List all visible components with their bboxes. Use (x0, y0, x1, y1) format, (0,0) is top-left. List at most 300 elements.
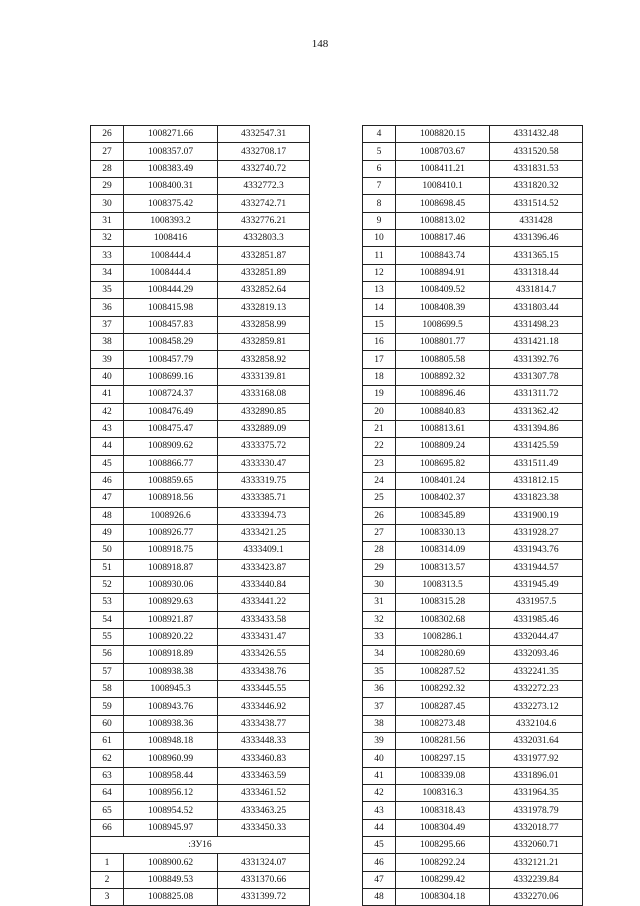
y-coordinate: 4332852.64 (218, 282, 310, 299)
table-row (91, 247, 310, 264)
y-coordinate: 4332819.13 (218, 299, 310, 316)
x-coordinate: 1008825.08 (124, 889, 218, 906)
table-row (91, 143, 310, 160)
page-number: 148 (311, 38, 329, 50)
point-number: 28 (91, 160, 124, 177)
table-row (91, 334, 310, 351)
y-coordinate: 4333139.81 (218, 368, 310, 385)
y-coordinate: 4333450.33 (218, 819, 310, 836)
table-row (363, 507, 583, 524)
point-number: 36 (363, 681, 396, 698)
y-coordinate: 4332239.84 (490, 871, 583, 888)
y-coordinate: 4332890.85 (218, 403, 310, 420)
y-coordinate: 4332740.72 (218, 160, 310, 177)
point-number: 30 (91, 195, 124, 212)
table-row (363, 316, 583, 333)
point-number: 31 (91, 212, 124, 229)
point-number: 37 (91, 316, 124, 333)
y-coordinate: 4331307.78 (490, 368, 583, 385)
x-coordinate: 1008918.87 (124, 559, 218, 576)
table-row (363, 368, 583, 385)
y-coordinate: 4331399.72 (218, 889, 310, 906)
table-row (91, 507, 310, 524)
table-row (363, 403, 583, 420)
x-coordinate: 1008410.1 (396, 178, 490, 195)
x-coordinate: 1008287.45 (396, 698, 490, 715)
table-row (91, 767, 310, 784)
table-row (363, 542, 583, 559)
x-coordinate: 1008945.3 (124, 681, 218, 698)
point-number: 36 (91, 299, 124, 316)
table-row (91, 681, 310, 698)
x-coordinate: 1008444.29 (124, 282, 218, 299)
x-coordinate: 1008805.58 (396, 351, 490, 368)
x-coordinate: 1008960.99 (124, 750, 218, 767)
point-number: 46 (363, 854, 396, 871)
table-row (91, 559, 310, 576)
point-number: 32 (91, 230, 124, 247)
y-coordinate: 4332858.92 (218, 351, 310, 368)
x-coordinate: 1008929.63 (124, 594, 218, 611)
coordinates-table-left (90, 125, 310, 906)
x-coordinate: 1008271.66 (124, 126, 218, 143)
table-row (91, 230, 310, 247)
x-coordinate: 1008926.77 (124, 524, 218, 541)
x-coordinate: 1008400.31 (124, 178, 218, 195)
x-coordinate: 1008415.98 (124, 299, 218, 316)
table-row (363, 420, 583, 437)
y-coordinate: 4332241.35 (490, 663, 583, 680)
x-coordinate: 1008866.77 (124, 455, 218, 472)
point-number: 34 (363, 646, 396, 663)
y-coordinate: 4332044.47 (490, 628, 583, 645)
point-number: 29 (91, 178, 124, 195)
x-coordinate: 1008313.57 (396, 559, 490, 576)
x-coordinate: 1008292.24 (396, 854, 490, 871)
y-coordinate: 4333460.83 (218, 750, 310, 767)
table-row (363, 767, 583, 784)
point-number: 24 (363, 472, 396, 489)
y-coordinate: 4331318.44 (490, 264, 583, 281)
table-row (91, 819, 310, 836)
table-row (91, 455, 310, 472)
x-coordinate: 1008801.77 (396, 334, 490, 351)
table-row (91, 403, 310, 420)
point-number: 14 (363, 299, 396, 316)
y-coordinate: 4333421.25 (218, 524, 310, 541)
y-coordinate: 4331511.49 (490, 455, 583, 472)
point-number: 62 (91, 750, 124, 767)
y-coordinate: 4331365.15 (490, 247, 583, 264)
table-row (91, 299, 310, 316)
point-number: 9 (363, 212, 396, 229)
y-coordinate: 4333461.52 (218, 785, 310, 802)
table-row (91, 264, 310, 281)
y-coordinate: 4332547.31 (218, 126, 310, 143)
table-row (363, 455, 583, 472)
table-row (363, 854, 583, 871)
y-coordinate: 4333441.22 (218, 594, 310, 611)
table-row (363, 143, 583, 160)
point-number: 32 (363, 611, 396, 628)
x-coordinate: 1008813.61 (396, 420, 490, 437)
table-row (363, 646, 583, 663)
table-row (91, 594, 310, 611)
table-row (91, 889, 310, 906)
y-coordinate: 4333463.59 (218, 767, 310, 784)
table-row (363, 490, 583, 507)
y-coordinate: 4331814.7 (490, 282, 583, 299)
table-row (363, 628, 583, 645)
point-number: 60 (91, 715, 124, 732)
x-coordinate: 1008820.15 (396, 126, 490, 143)
y-coordinate: 4332060.71 (490, 837, 583, 854)
x-coordinate: 1008313.5 (396, 576, 490, 593)
table-row (363, 837, 583, 854)
x-coordinate: 1008299.42 (396, 871, 490, 888)
table-row (363, 126, 583, 143)
y-coordinate: 4332121.21 (490, 854, 583, 871)
point-number: 11 (363, 247, 396, 264)
x-coordinate: 1008921.87 (124, 611, 218, 628)
table-row (91, 524, 310, 541)
x-coordinate: 1008938.36 (124, 715, 218, 732)
point-number: 27 (91, 143, 124, 160)
point-number: 35 (91, 282, 124, 299)
table-row (363, 386, 583, 403)
x-coordinate: 1008813.02 (396, 212, 490, 229)
x-coordinate: 1008475.47 (124, 420, 218, 437)
table-row (91, 160, 310, 177)
x-coordinate: 1008375.42 (124, 195, 218, 212)
table-row (91, 195, 310, 212)
y-coordinate: 4331432.48 (490, 126, 583, 143)
y-coordinate: 4333426.55 (218, 646, 310, 663)
point-number: 40 (363, 750, 396, 767)
table-row (91, 316, 310, 333)
point-number: 53 (91, 594, 124, 611)
x-coordinate: 1008357.07 (124, 143, 218, 160)
x-coordinate: 1008954.52 (124, 802, 218, 819)
x-coordinate: 1008457.79 (124, 351, 218, 368)
x-coordinate: 1008956.12 (124, 785, 218, 802)
point-number: 20 (363, 403, 396, 420)
x-coordinate: 1008292.32 (396, 681, 490, 698)
point-number: 8 (363, 195, 396, 212)
table-row (91, 576, 310, 593)
point-number: 26 (363, 507, 396, 524)
y-coordinate: 4332742.71 (218, 195, 310, 212)
x-coordinate: 1008859.65 (124, 472, 218, 489)
y-coordinate: 4331900.19 (490, 507, 583, 524)
point-number: 7 (363, 178, 396, 195)
x-coordinate: 1008894.91 (396, 264, 490, 281)
table-row (363, 438, 583, 455)
table-row (363, 195, 583, 212)
point-number: 44 (363, 819, 396, 836)
table-row (91, 663, 310, 680)
point-number: 34 (91, 264, 124, 281)
point-number: 17 (363, 351, 396, 368)
point-number: 42 (91, 403, 124, 420)
table-row (363, 524, 583, 541)
point-number: 54 (91, 611, 124, 628)
x-coordinate: 1008698.45 (396, 195, 490, 212)
point-number: 65 (91, 802, 124, 819)
table-row (91, 178, 310, 195)
table-row (363, 559, 583, 576)
point-number: 38 (363, 715, 396, 732)
y-coordinate: 4331514.52 (490, 195, 583, 212)
table-row (91, 386, 310, 403)
x-coordinate: 1008273.48 (396, 715, 490, 732)
table-row (91, 698, 310, 715)
y-coordinate: 4332104.6 (490, 715, 583, 732)
point-number: 28 (363, 542, 396, 559)
x-coordinate: 1008918.56 (124, 490, 218, 507)
table-row (91, 802, 310, 819)
table-row (91, 438, 310, 455)
table-row (91, 733, 310, 750)
x-coordinate: 1008444.4 (124, 247, 218, 264)
y-coordinate: 4333409.1 (218, 542, 310, 559)
point-number: 10 (363, 230, 396, 247)
point-number: 30 (363, 576, 396, 593)
x-coordinate: 1008918.89 (124, 646, 218, 663)
table-row (363, 663, 583, 680)
x-coordinate: 1008926.6 (124, 507, 218, 524)
y-coordinate: 4331985.46 (490, 611, 583, 628)
y-coordinate: 4332273.12 (490, 698, 583, 715)
y-coordinate: 4332858.99 (218, 316, 310, 333)
table-row (363, 264, 583, 281)
table-row (363, 819, 583, 836)
y-coordinate: 4331392.76 (490, 351, 583, 368)
x-coordinate: 1008930.06 (124, 576, 218, 593)
point-number: 41 (91, 386, 124, 403)
x-coordinate: 1008339.08 (396, 767, 490, 784)
y-coordinate: 4331425.59 (490, 438, 583, 455)
x-coordinate: 1008840.83 (396, 403, 490, 420)
x-coordinate: 1008909.62 (124, 438, 218, 455)
y-coordinate: 4331943.76 (490, 542, 583, 559)
y-coordinate: 4333445.55 (218, 681, 310, 698)
x-coordinate: 1008295.66 (396, 837, 490, 854)
table-row (91, 368, 310, 385)
x-coordinate: 1008945.97 (124, 819, 218, 836)
point-number: 43 (91, 420, 124, 437)
point-number: 26 (91, 126, 124, 143)
y-coordinate: 4331362.42 (490, 403, 583, 420)
point-number: 52 (91, 576, 124, 593)
point-number: 16 (363, 334, 396, 351)
y-coordinate: 4331945.49 (490, 576, 583, 593)
point-number: 40 (91, 368, 124, 385)
point-number: 47 (91, 490, 124, 507)
table-row (363, 698, 583, 715)
x-coordinate: 1008316.3 (396, 785, 490, 802)
y-coordinate: 4332093.46 (490, 646, 583, 663)
point-number: 48 (91, 507, 124, 524)
x-coordinate: 1008817.46 (396, 230, 490, 247)
point-number: 55 (91, 628, 124, 645)
x-coordinate: 1008444.4 (124, 264, 218, 281)
y-coordinate: 4333168.08 (218, 386, 310, 403)
table-row (91, 854, 310, 871)
x-coordinate: 1008345.89 (396, 507, 490, 524)
point-number: 1 (91, 854, 124, 871)
table-row (363, 160, 583, 177)
table-row (91, 646, 310, 663)
point-number: 50 (91, 542, 124, 559)
y-coordinate: 4332803.3 (218, 230, 310, 247)
point-number: 2 (91, 871, 124, 888)
point-number: 46 (91, 472, 124, 489)
table-row (91, 611, 310, 628)
point-number: 63 (91, 767, 124, 784)
x-coordinate: 1008302.68 (396, 611, 490, 628)
point-number: 31 (363, 594, 396, 611)
y-coordinate: 4331896.01 (490, 767, 583, 784)
point-number: 33 (91, 247, 124, 264)
table-row (363, 230, 583, 247)
y-coordinate: 4331957.5 (490, 594, 583, 611)
point-number: 5 (363, 143, 396, 160)
point-number: 21 (363, 420, 396, 437)
table-row (91, 282, 310, 299)
table-row (363, 472, 583, 489)
y-coordinate: 4331396.46 (490, 230, 583, 247)
point-number: 23 (363, 455, 396, 472)
x-coordinate: 1008457.83 (124, 316, 218, 333)
table-row (363, 889, 583, 906)
x-coordinate: 1008304.49 (396, 819, 490, 836)
y-coordinate: 4331944.57 (490, 559, 583, 576)
point-number: 44 (91, 438, 124, 455)
y-coordinate: 4331812.15 (490, 472, 583, 489)
y-coordinate: 4333438.77 (218, 715, 310, 732)
point-number: 15 (363, 316, 396, 333)
y-coordinate: 4331928.27 (490, 524, 583, 541)
point-number: 19 (363, 386, 396, 403)
table-row (91, 472, 310, 489)
y-coordinate: 4332851.87 (218, 247, 310, 264)
point-number: 25 (363, 490, 396, 507)
y-coordinate: 4333446.92 (218, 698, 310, 715)
y-coordinate: 4332031.64 (490, 733, 583, 750)
x-coordinate: 1008409.52 (396, 282, 490, 299)
table-row (363, 871, 583, 888)
point-number: 39 (363, 733, 396, 750)
x-coordinate: 1008287.52 (396, 663, 490, 680)
x-coordinate: 1008958.44 (124, 767, 218, 784)
x-coordinate: 1008920.22 (124, 628, 218, 645)
coordinates-table-right (362, 125, 583, 906)
y-coordinate: 4331964.35 (490, 785, 583, 802)
table-row (363, 681, 583, 698)
y-coordinate: 4333394.73 (218, 507, 310, 524)
point-number: 22 (363, 438, 396, 455)
y-coordinate: 4333319.75 (218, 472, 310, 489)
y-coordinate: 4333463.25 (218, 802, 310, 819)
x-coordinate: 1008918.75 (124, 542, 218, 559)
table-row (363, 750, 583, 767)
table-row (363, 282, 583, 299)
y-coordinate: 4332272.23 (490, 681, 583, 698)
point-number: 38 (91, 334, 124, 351)
y-coordinate: 4332889.09 (218, 420, 310, 437)
point-number: 18 (363, 368, 396, 385)
x-coordinate: 1008402.37 (396, 490, 490, 507)
table-row (91, 871, 310, 888)
point-number: 48 (363, 889, 396, 906)
table-row (363, 212, 583, 229)
point-number: 58 (91, 681, 124, 698)
x-coordinate: 1008938.38 (124, 663, 218, 680)
table-row (91, 785, 310, 802)
x-coordinate: 1008476.49 (124, 403, 218, 420)
x-coordinate: 1008892.32 (396, 368, 490, 385)
y-coordinate: 4332851.89 (218, 264, 310, 281)
x-coordinate: 1008411.21 (396, 160, 490, 177)
table-row (363, 178, 583, 195)
point-number: 45 (91, 455, 124, 472)
y-coordinate: 4333448.33 (218, 733, 310, 750)
point-number: 33 (363, 628, 396, 645)
point-number: 47 (363, 871, 396, 888)
y-coordinate: 4331370.66 (218, 871, 310, 888)
table-row (363, 299, 583, 316)
point-number: 66 (91, 819, 124, 836)
point-number: 41 (363, 767, 396, 784)
x-coordinate: 1008703.67 (396, 143, 490, 160)
y-coordinate: 4333431.47 (218, 628, 310, 645)
table-row (363, 715, 583, 732)
x-coordinate: 1008318.43 (396, 802, 490, 819)
y-coordinate: 4332859.81 (218, 334, 310, 351)
x-coordinate: 1008393.2 (124, 212, 218, 229)
point-number: 6 (363, 160, 396, 177)
y-coordinate: 4332708.17 (218, 143, 310, 160)
point-number: 51 (91, 559, 124, 576)
table-row (91, 351, 310, 368)
y-coordinate: 4331820.32 (490, 178, 583, 195)
y-coordinate: 4331803.44 (490, 299, 583, 316)
x-coordinate: 1008408.39 (396, 299, 490, 316)
y-coordinate: 4331324.07 (218, 854, 310, 871)
x-coordinate: 1008896.46 (396, 386, 490, 403)
section-label: :ЗУ16 (91, 837, 310, 854)
y-coordinate: 4333423.87 (218, 559, 310, 576)
point-number: 49 (91, 524, 124, 541)
table-row (363, 785, 583, 802)
table-row (91, 490, 310, 507)
y-coordinate: 4333440.84 (218, 576, 310, 593)
y-coordinate: 4331823.38 (490, 490, 583, 507)
y-coordinate: 4331498.23 (490, 316, 583, 333)
y-coordinate: 4333385.71 (218, 490, 310, 507)
x-coordinate: 1008416 (124, 230, 218, 247)
y-coordinate: 4333375.72 (218, 438, 310, 455)
x-coordinate: 1008330.13 (396, 524, 490, 541)
table-row (363, 733, 583, 750)
x-coordinate: 1008809.24 (396, 438, 490, 455)
y-coordinate: 4331978.79 (490, 802, 583, 819)
y-coordinate: 4331831.53 (490, 160, 583, 177)
point-number: 29 (363, 559, 396, 576)
x-coordinate: 1008849.53 (124, 871, 218, 888)
table-row (363, 351, 583, 368)
